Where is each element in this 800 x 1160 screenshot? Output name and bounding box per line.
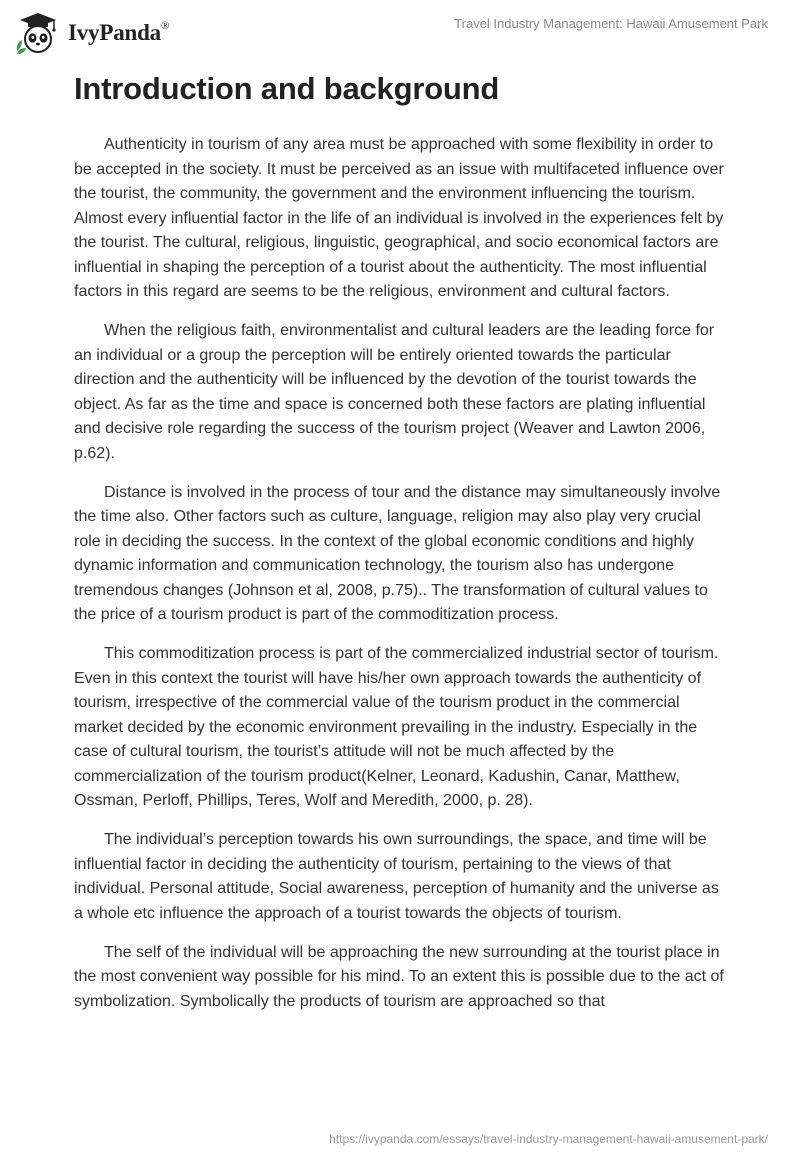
section-heading: Introduction and background: [74, 71, 500, 106]
paragraph: The self of the individual will be approaching the new surrounding at the tourist place in the most convenient way possible for his mind. To an extent this is possible due to the act of symbolization. Symbolically the products of tourism are approached so that: [74, 943, 724, 1010]
panda-graduate-icon: [14, 10, 64, 56]
source-url[interactable]: https://ivypanda.com/essays/travel-industry-management-hawaii-amusement-park/: [329, 1132, 768, 1146]
paragraph: The individual’s perception towards his own surroundings, the space, and time will be influential factor in deciding the authenticity of tourism, pertaining to the views of that individual. Personal attitude, Social awareness, perception of humanity and the universe as a whole etc influence the approach of a tourist towards the objects of tourism.: [74, 831, 719, 922]
ivypanda-logo[interactable]: [14, 10, 169, 56]
paragraph: Authenticity in tourism of any area must be approached with some flexibility in order to be accepted in the society. It must be perceived as an issue with multifaceted influence over the tourist, the community, the government and the environment influencing the tourism. Almost every influential factor in the life of an individual is involved in the experiences felt by the tourist. The cultural, religious, linguistic, geographical, and socio economical factors are influential in shaping the perception of a tourist about the authenticity. The most influential factors in this regard are seems to be the religious, environment and cultural factors.: [74, 136, 724, 300]
paragraph: Distance is involved in the process of tour and the distance may simultaneously involve the time also. Other factors such as culture, language, religion may also play very crucial role in deciding the success. In the context of the global economic conditions and highly dynamic information and communication technology, the tourism also has undergone tremendous changes (Johnson et al, 2008, p.75).. The transformation of cultural values to the price of a tourism product is part of the commoditization process.: [74, 483, 721, 623]
paragraph: When the religious faith, environmentalist and cultural leaders are the leading force for an individual or a group the perception will be entirely oriented towards the particular direction and the authenticity will be influenced by the devotion of the tourist towards the object. As far as the time and space is concerned both these factors are plating influential and decisive role regarding the success of the tourism project (Weaver and Lawton 2006, p.62).: [74, 322, 715, 462]
essay-body: [74, 133, 726, 1029]
paragraph: This commoditization process is part of the commercialized industrial sector of tourism. Even in this context the tourist will have his/her own approach towards the authenticity of tourism, irrespective of the commercial value of the tourism product in the commercial market decided by the economic environment prevailing in the industry. Especially in the case of cultural tourism, the tourist’s attitude will not be much affected by the commercialization of the tourism product(Kelner, Leonard, Kadushin, Canar, Matthew, Ossman, Perloff, Phillips, Teres, Wolf and Meredith, 2000, p. 28).: [74, 645, 719, 809]
document-title: Travel Industry Management: Hawaii Amusement Park: [454, 16, 768, 31]
brand-name: IvyPanda®: [68, 20, 170, 45]
page-header: [0, 0, 800, 62]
registered-mark: ®: [160, 20, 170, 33]
